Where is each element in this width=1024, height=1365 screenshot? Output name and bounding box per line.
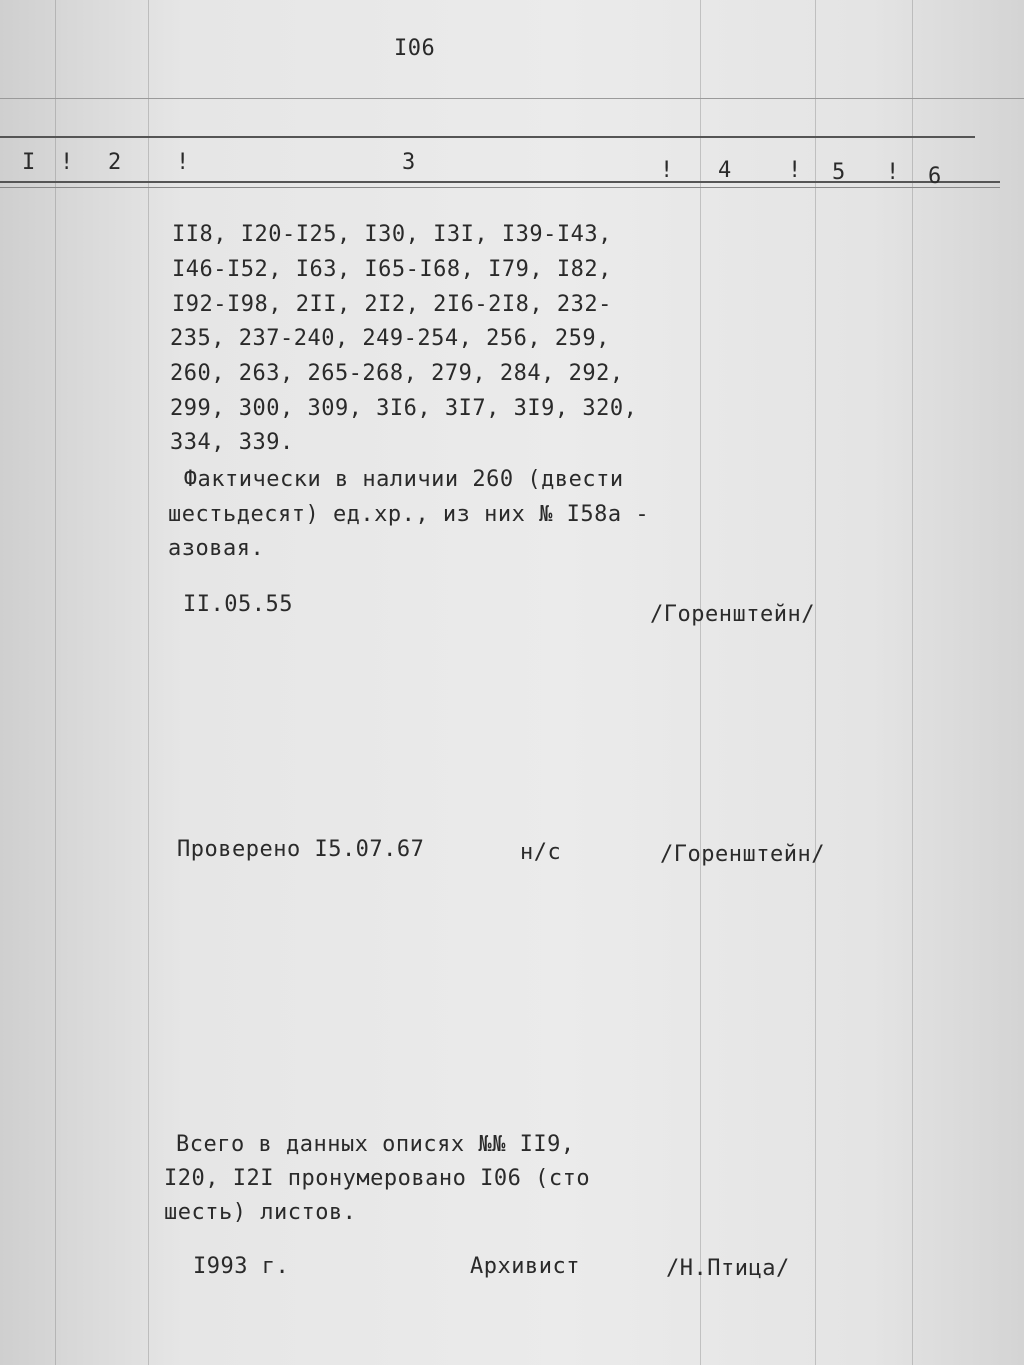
column-header-6: 6 <box>928 164 942 189</box>
verified-mark: н/с <box>520 840 562 865</box>
column-separator: ! <box>176 150 190 175</box>
fact-line: азовая. <box>168 536 265 561</box>
column-guide-line <box>912 0 913 1365</box>
column-guide-line <box>148 0 149 1365</box>
column-separator: ! <box>60 150 74 175</box>
column-separator: ! <box>788 158 802 183</box>
column-header-5: 5 <box>832 160 846 185</box>
numbers-line: I46-I52, I63, I65-I68, I79, I82, <box>172 257 612 282</box>
column-header-2: 2 <box>108 150 122 175</box>
footer-year: I993 г. <box>193 1254 290 1279</box>
column-guide-line <box>55 0 56 1365</box>
footer-signature: /Н.Птица/ <box>666 1256 790 1281</box>
page-number: I06 <box>394 36 436 61</box>
total-line: шесть) листов. <box>164 1200 357 1225</box>
verified-signature: /Горенштейн/ <box>660 842 825 867</box>
total-line: I20, I2I пронумеровано I06 (сто <box>164 1166 591 1191</box>
fact-line: Фактически в наличии 260 (двести <box>170 467 624 492</box>
column-separator: ! <box>660 158 674 183</box>
top-faint-rule <box>0 98 1024 99</box>
column-header-1: I <box>22 150 36 175</box>
numbers-line: II8, I20-I25, I30, I3I, I39-I43, <box>172 222 612 247</box>
numbers-line: 299, 300, 309, 3I6, 3I7, 3I9, 320, <box>170 396 638 421</box>
column-guide-line <box>815 0 816 1365</box>
header-top-rule <box>0 136 975 138</box>
fact-line: шестьдесят) ед.хр., из них № I58а - <box>168 502 650 527</box>
total-line: Всего в данных описях №№ II9, <box>176 1132 575 1157</box>
header-bottom-rule <box>0 181 1000 183</box>
column-header-3: 3 <box>402 150 416 175</box>
column-guide-line <box>700 0 701 1365</box>
column-separator: ! <box>886 160 900 185</box>
numbers-line: 334, 339. <box>170 430 294 455</box>
numbers-line: I92-I98, 2II, 2I2, 2I6-2I8, 232- <box>172 292 612 317</box>
numbers-line: 260, 263, 265-268, 279, 284, 292, <box>170 361 624 386</box>
verified-text: Проверено I5.07.67 <box>177 837 425 862</box>
header-bottom-rule-2 <box>0 187 1000 188</box>
entry-date: II.05.55 <box>183 592 293 617</box>
numbers-line: 235, 237-240, 249-254, 256, 259, <box>170 326 610 351</box>
footer-role: Архивист <box>470 1254 580 1279</box>
entry-signature: /Горенштейн/ <box>650 602 815 627</box>
column-header-4: 4 <box>718 158 732 183</box>
